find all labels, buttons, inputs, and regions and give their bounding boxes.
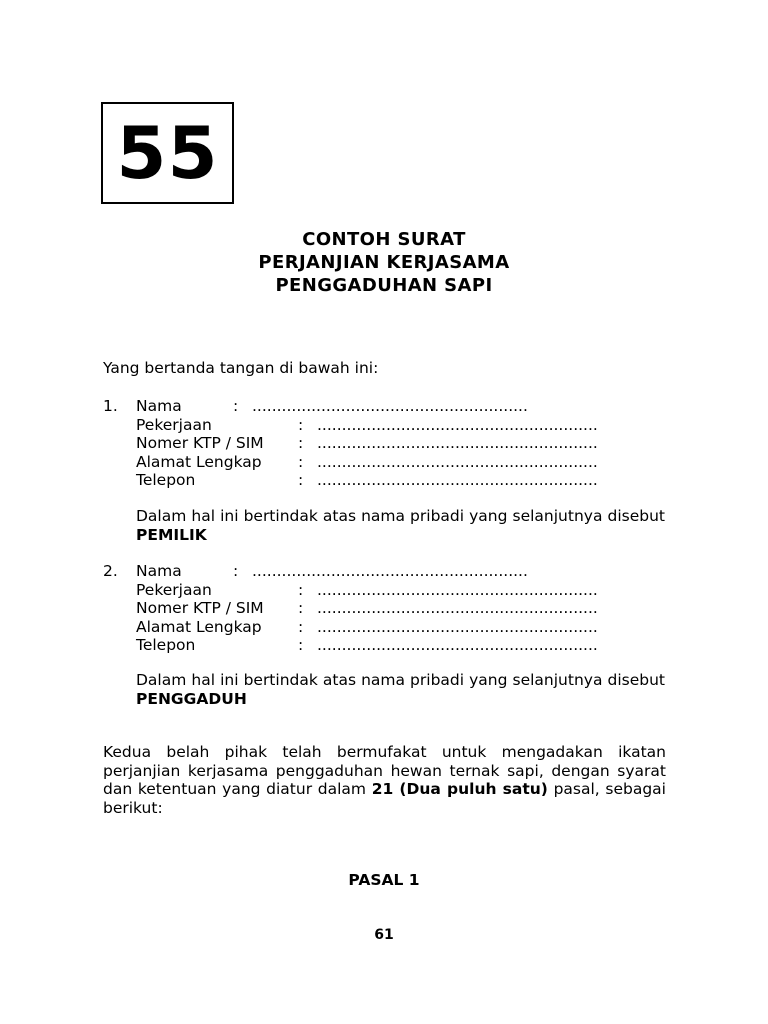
title-line-3: PENGGADUHAN SAPI	[275, 275, 493, 296]
document-title	[0, 228, 768, 297]
field-value-dots: ........................................................	[252, 562, 528, 580]
party-role: PENGGADUH	[136, 689, 247, 708]
party-number: 1.	[103, 397, 118, 415]
field-colon: :	[298, 636, 304, 654]
field-label: Alamat Lengkap	[136, 617, 262, 636]
page-number: 61	[374, 927, 394, 943]
field-value-dots: .........................................................	[317, 434, 598, 452]
party-role: PEMILIK	[136, 525, 207, 544]
title-line-1: CONTOH SURAT	[302, 229, 466, 250]
field-label: Nama	[136, 562, 182, 580]
field-colon: :	[298, 434, 304, 452]
party-1-statement	[136, 507, 665, 544]
field-colon: :	[298, 471, 304, 489]
field-value-dots: .........................................................	[317, 580, 598, 599]
closing-text-2: pasal, sebagai berikut:	[103, 780, 666, 817]
field-value-dots: .........................................................	[317, 636, 598, 654]
field-value-dots: ........................................................	[252, 397, 528, 415]
chapter-number-box	[101, 102, 234, 204]
field-value-dots: .........................................................	[317, 415, 598, 434]
field-colon: :	[298, 452, 304, 471]
field-colon: :	[298, 599, 304, 617]
field-colon: :	[233, 397, 239, 415]
field-value-dots: .........................................................	[317, 617, 598, 636]
field-label: Pekerjaan	[136, 415, 212, 434]
field-colon: :	[233, 562, 239, 580]
field-label: Alamat Lengkap	[136, 452, 262, 471]
party-2-statement	[136, 671, 665, 708]
title-line-2: PERJANJIAN KERJASAMA	[258, 252, 510, 273]
field-label: Nama	[136, 397, 182, 415]
statement-text: Dalam hal ini bertindak atas nama pribadi yang selanjutnya disebut	[136, 507, 665, 525]
statement-text: Dalam hal ini bertindak atas nama pribadi yang selanjutnya disebut	[136, 671, 665, 689]
field-label: Telepon	[136, 471, 196, 489]
field-value-dots: .........................................................	[317, 452, 598, 471]
field-colon: :	[298, 415, 304, 434]
closing-paragraph	[103, 743, 666, 817]
field-value-dots: .........................................................	[317, 471, 598, 489]
field-label: Nomer KTP / SIM	[136, 599, 264, 617]
field-label: Nomer KTP / SIM	[136, 434, 264, 452]
closing-article-count: 21 (Dua puluh satu)	[371, 780, 548, 799]
field-label: Telepon	[136, 636, 196, 654]
intro-text: Yang bertanda tangan di bawah ini:	[103, 359, 379, 377]
field-value-dots: .........................................................	[317, 599, 598, 617]
party-number: 2.	[103, 562, 118, 580]
field-colon: :	[298, 617, 304, 636]
section-heading: PASAL 1	[348, 871, 420, 889]
field-label: Pekerjaan	[136, 580, 212, 599]
closing-text-1: Kedua belah pihak telah bermufakat untuk mengadakan ikatan perjanjian kerjasama penggaduhan hewan ternak sapi, dengan syarat dan ketentuan yang diatur dalam	[103, 743, 666, 799]
chapter-number: 55	[116, 111, 219, 195]
field-colon: :	[298, 580, 304, 599]
